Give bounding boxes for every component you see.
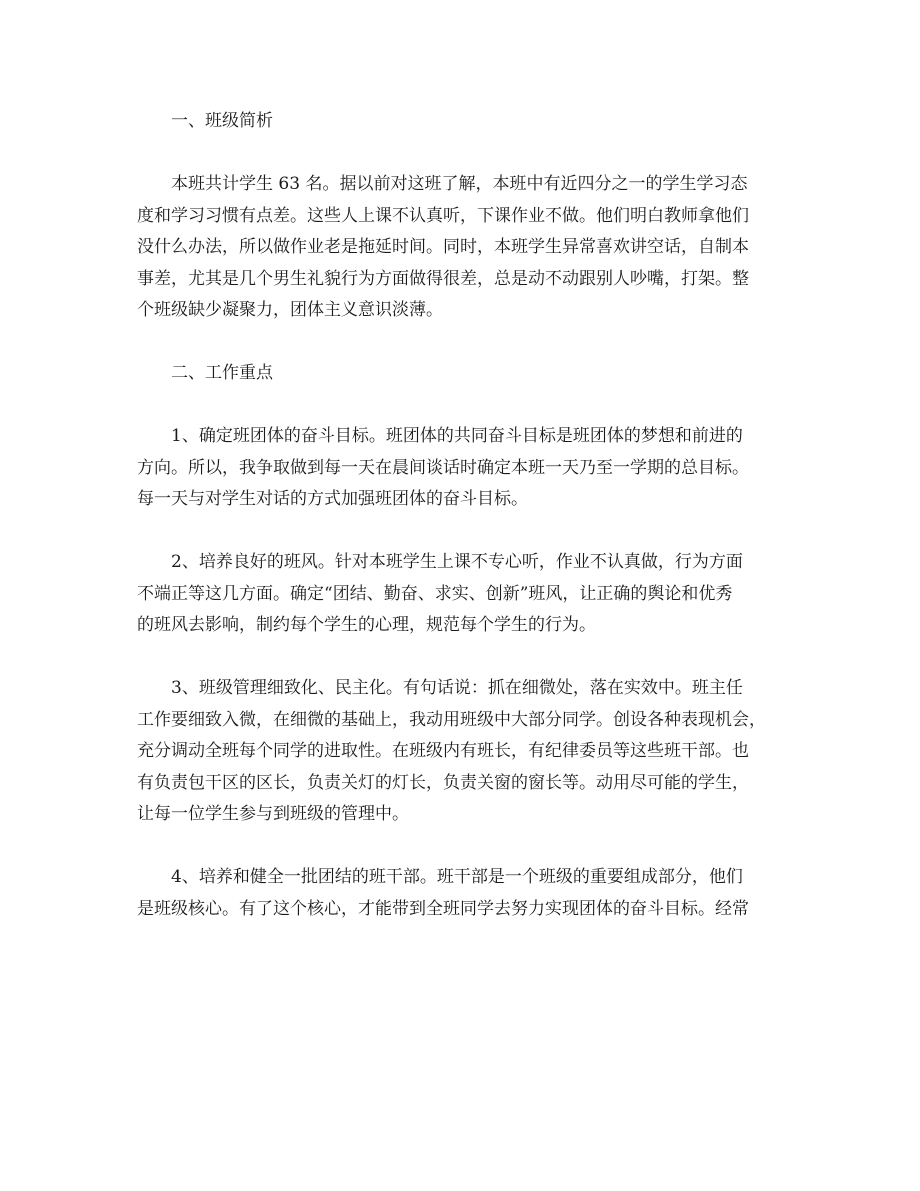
document-body: [137, 106, 797, 957]
text-line: 没什么办法，所以做作业老是拖延时间。同时，本班学生异常喜欢讲空话，自制本: [137, 237, 749, 257]
text-line: 有负责包干区的区长，负责关灯的灯长，负责关窗的窗长等。动用尽可能的学生，: [137, 772, 749, 793]
text-line: 1、确定班团体的奋斗目标。班团体的共同奋斗目标是班团体的梦想和前进的: [171, 426, 743, 446]
paragraph-item-1: [137, 421, 797, 516]
text-line: 本班共计学生 63 名。据以前对这班了解，本班中有近四分之一的学生学习态: [171, 174, 748, 194]
text-line: 方向。所以，我争取做到每一天在晨间谈话时确定本班一天乃至一学期的总目标。: [137, 457, 749, 478]
paragraph-item-4: [137, 862, 797, 925]
text-line: 不端正等这几方面。确定“团结、勤奋、求实、创新”班风，让正确的舆论和优秀: [137, 583, 733, 604]
text-line: 的班风去影响，制约每个学生的心理，规范每个学生的行为。: [137, 615, 596, 635]
text-line: 度和学习习惯有点差。这些人上课不认真听，下课作业不做。他们明白教师拿他们: [137, 205, 749, 226]
section-heading-work-focus: 二、工作重点: [171, 363, 273, 383]
text-line: 充分调动全班每个同学的进取性。在班级内有班长，有纪律委员等这些班干部。也: [137, 741, 749, 761]
text-line: 每一天与对学生对话的方式加强班团体的奋斗目标。: [137, 489, 528, 509]
text-line: 是班级核心。有了这个核心，才能带到全班同学去努力实现团体的奋斗目标。经常: [137, 898, 749, 919]
text-line: 3、班级管理细致化、民主化。有句话说：抓在细微处，落在实效中。班主任: [171, 678, 743, 698]
text-line: 让每一位学生参与到班级的管理中。: [137, 804, 409, 824]
paragraph-item-2: [137, 547, 797, 642]
text-line: 2、培养良好的班风。针对本班学生上课不专心听，作业不认真做，行为方面: [171, 552, 743, 572]
text-line: 个班级缺少凝聚力，团体主义意识淡薄。: [137, 300, 443, 320]
paragraph-class-analysis: [137, 169, 797, 327]
text-line: 4、培养和健全一批团结的班干部。班干部是一个班级的重要组成部分，他们: [171, 867, 743, 887]
text-line: 工作要细致入微，在细微的基础上，我动用班级中大部分同学。创设各种表现机会，: [137, 709, 766, 730]
text-line: 事差，尤其是几个男生礼貌行为方面做得很差，总是动不动跟别人吵嘴，打架。整: [137, 268, 749, 289]
section-heading-class-analysis: 一、班级简析: [171, 111, 273, 131]
paragraph-item-3: [137, 673, 797, 831]
